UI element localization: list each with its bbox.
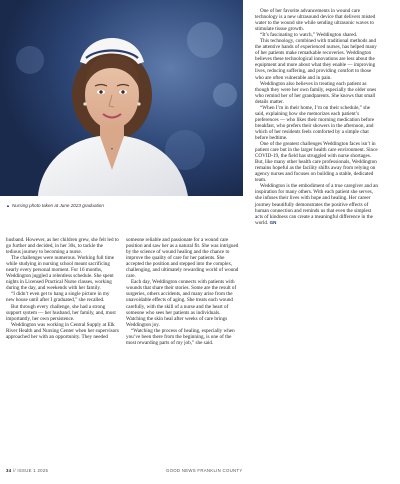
article-column-2 — [126, 237, 239, 346]
paragraph: Weddington was working in Central Supply at Elk River Health and Nursing Center when her supervisors approached her with an opportunity. They needed — [6, 321, 119, 340]
paragraph: But through every challenge, she had a strong support system — her husband, her family, and, most importantly, her own persistence. — [6, 303, 116, 322]
paragraph: One of the greatest challenges Weddington faces isn’t in patient care but in the larger health care environment. Since COVID-19, the field has struggled with nurse shortages. But, like many other health care professionals, Weddington remains hopeful as the facility shifts away from relying on agency nurses and focuses on building a stable, dedicated team. — [255, 141, 378, 184]
paragraph: Each day, Weddington connects with patients with wounds that share their stories. Some are the result of surgeries, others accidents, and many arise from the unavoidable effects of aging. She treats each wound carefully, with the skill of a nurse and the heart of someone who sees her patients as individuals. Watching the skin heal after weeks of care brings Weddington joy. — [126, 279, 237, 328]
paragraph: someone reliable and passionate for a wound care position and saw her as a natural fit. She was intrigued by the science of wound healing and the chance to improve the quality of care for her patients. She accepted the position and stepped into the complex, challenging, and ultimately rewarding world of wound care. — [126, 237, 239, 280]
nurse-portrait-illustration — [0, 0, 243, 196]
paragraph: husband. However, as her children grew, she felt led to go further and decided, in her 30s, to tackle the tedious journey to becoming a nurse. — [6, 237, 119, 256]
photo-caption-text: Nursing photo taken at June 2023 graduation — [11, 203, 104, 208]
magazine-name: GOOD NEWS FRANKLIN COUNTY — [166, 468, 243, 473]
paragraph: “It’s fascinating to watch,” Weddington shared. — [260, 32, 358, 39]
photo-caption — [6, 203, 242, 208]
nurse-portrait-photo — [0, 0, 243, 196]
paragraph-final — [255, 183, 379, 225]
caption-triangle-icon: ▲ — [6, 203, 10, 208]
paragraph: One of her favorite advancements in wound care technology is a new ultrasound device that delivers misted water to the wound site while sending ultrasonic waves to stimulate tissue growth. — [255, 8, 376, 33]
paragraph: This technology, combined with traditional methods and the attentive hands of experienced nurses, has helped many of her patients make remarkable recoveries. Weddington believes these technological innovations are less about the equipment and more about what they enable — improving lives, reducing suffering, and providing comfort to those who are often vulnerable and in pain. — [255, 38, 377, 81]
paragraph-final-text: Weddington is the embodiment of a true caregiver and an inspiration for many others. With each patient she serves, she infuses their lives with hope and healing. Her career journey beautifully demonstrates the positive effects of human connection and reminds us that even the simplest acts of kindness can create a meaningful difference in the world. — [255, 183, 378, 226]
article-column-3 — [255, 8, 379, 226]
paragraph: “I didn’t even get to hang a single picture in my new house until after I graduated,” she recalled. — [6, 291, 110, 304]
page-number: 34 — [6, 468, 12, 473]
issue-label: // ISSUE 1 2025 — [12, 468, 49, 473]
paragraph: The challenges were numerous. Working full time while studying in nursing school meant sacrificing nearly every personal moment. For 16 months, Weddington juggled a relentless schedule. She spent nights in Licensed Practical Nurse classes, working during the day, and weekends with her family. — [6, 255, 114, 292]
paragraph: “When I’m in their home, I’m on their schedule,” she said, explaining how she memorizes each patient’s preferences — who likes their morning medication before breakfast, who prefers their showers in the afternoon, and which of her residents feels comforted by a simple chat before bedtime. — [255, 104, 375, 141]
paragraph: Weddington also believes in treating each patient as though they were her own family, especially the older ones who remind her of her grandparents. She knows that small details matter. — [255, 80, 377, 105]
end-mark: GN — [269, 219, 277, 225]
article-column-1 — [6, 237, 119, 340]
paragraph: “Watching the process of healing, especially when you’ve been there from the beginning, is one of the most rewarding parts of my job,” she said. — [126, 327, 235, 346]
footer-page-info — [6, 468, 48, 473]
